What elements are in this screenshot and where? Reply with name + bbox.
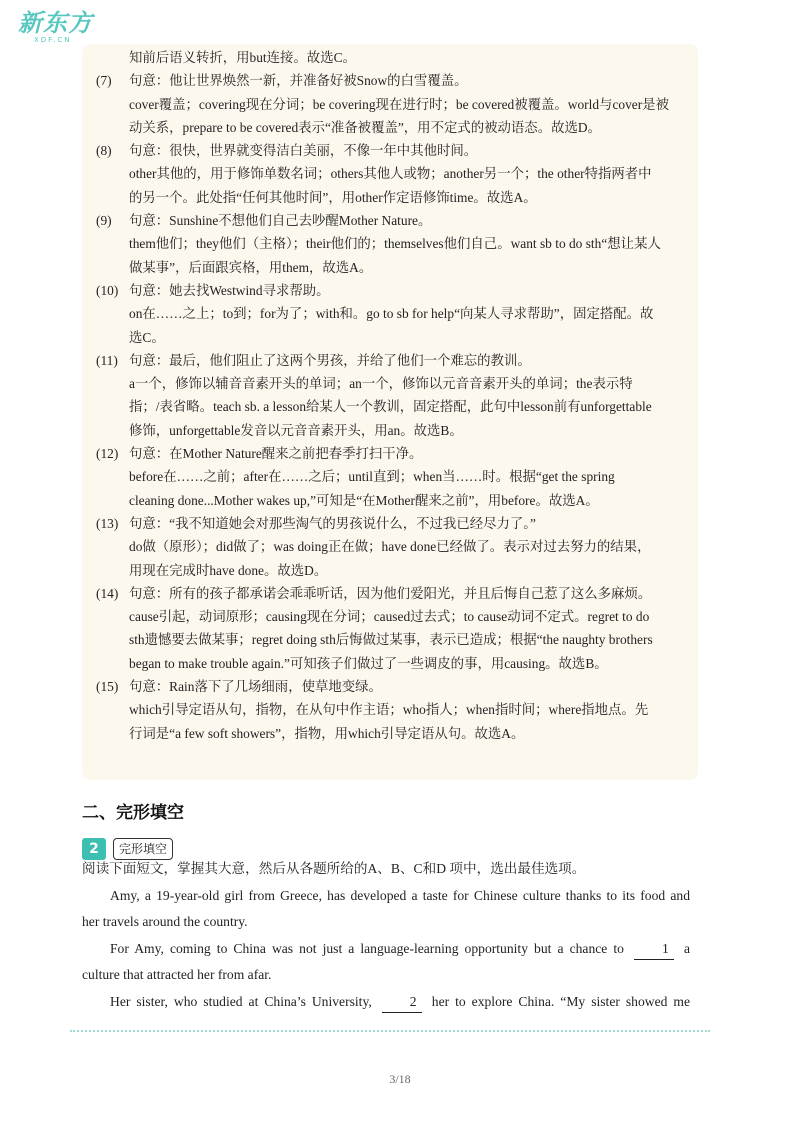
section-title: 二、完形填空 [82, 803, 184, 823]
paragraph-2-text: For Amy, coming to China was not just a language-learning opportunity but a chance to [110, 940, 624, 956]
answer-item-meaning: 句意：“我不知道她会对那些淘气的男孩说什么，不过我已经尽力了。” [129, 515, 536, 531]
answer-item-explanation-line: cleaning done...Mother wakes up,”可知是“在Mother醒来之前”，用before。故选A。 [129, 492, 599, 508]
answer-item-number: (11) [96, 352, 118, 368]
passage-paragraph-1-line-2: her travels around the country. [82, 914, 248, 929]
answer-item-explanation-line: 做某事”，后面跟宾格，用them，故选A。 [129, 259, 373, 275]
answer-item-meaning: 句意：Rain落下了几场细雨，使草地变绿。 [129, 679, 382, 695]
answer-item-meaning: 句意：她去找Westwind寻求帮助。 [129, 282, 330, 298]
answer-item-meaning: 句意：在Mother Nature醒来之前把春季打扫干净。 [129, 446, 423, 462]
answer-item-heading [96, 349, 692, 372]
answer-item-heading [96, 279, 692, 302]
passage-paragraph-2-line-1 [82, 936, 690, 963]
paragraph-3-text: Her sister, who studied at China’s University, [110, 993, 372, 1009]
answer-item-heading [96, 512, 692, 535]
answer-item-explanation-line: 指；/表省略。teach sb. a lesson给某人一个教训，固定搭配，此句中lesson前有unforgettable [129, 399, 652, 415]
answer-item-explanation-line: cause引起，动词原形；causing现在分词；caused过去式；to cause动词不定式。regret to do [129, 609, 650, 625]
answer-item-explanation-line: began to make trouble again.”可知孩子们做过了一些调皮的事，用causing。故选B。 [129, 655, 608, 671]
answer-item-meaning: 句意：所有的孩子都承诺会乖乖听话，因为他们爱阳光，并且后悔自己惹了这么多麻烦。 [129, 585, 652, 601]
answer-item-number: (7) [96, 73, 112, 89]
cloze-passage [82, 856, 690, 1015]
answer-item-meaning: 句意：他让世界焕然一新，并准备好被Snow的白雪覆盖。 [129, 73, 468, 89]
answer-explanations [96, 46, 692, 745]
answer-item-number: (12) [96, 446, 119, 462]
answer-item-explanation-line: 的另一个。此处指“任何其他时间”，用other作定语修饰time。故选A。 [129, 189, 537, 205]
answer-item-number: (9) [96, 213, 112, 229]
answer-continuation: 知前后语义转折，用but连接。故选C。 [129, 50, 356, 65]
answer-item-number: (8) [96, 143, 112, 159]
answer-item-meaning: 句意：Sunshine不想他们自己去吵醒Mother Nature。 [129, 213, 432, 229]
answer-item-explanation-line: do做（原形）；did做了；was doing正在做；have done已经做了。表示对过去努力的结果， [129, 539, 651, 555]
logo-subtext: XDF.CN [34, 36, 72, 44]
answer-item-explanation-line: cover覆盖；covering现在分词；be covering现在进行时；be covered被覆盖。world与cover是被 [129, 96, 669, 112]
passage-paragraph-2-line-2: culture that attracted her from afar. [82, 967, 272, 982]
question-number-badge: 2 [82, 838, 106, 860]
blank-1[interactable]: 1 [634, 939, 674, 960]
answer-item-heading [96, 139, 692, 162]
answer-item-meaning: 句意：很快，世界就变得洁白美丽，不像一年中其他时间。 [129, 143, 478, 159]
answer-item-explanation-line: a一个，修饰以辅音音素开头的单词；an一个，修饰以元音音素开头的单词；the表示特 [129, 376, 633, 392]
page-divider [70, 1030, 710, 1032]
answer-item-explanation-line: 选C。 [129, 329, 165, 345]
paragraph-2-text-after: a [683, 940, 690, 956]
answer-item-explanation-line: them他们；they他们（主格）；their他们的；themselves他们自己。want sb to do sth“想让某人 [129, 236, 661, 252]
question-type-tag: 完形填空 [113, 838, 173, 860]
answer-item-heading [96, 69, 692, 92]
answer-item-explanation-line: 用现在完成时have done。故选D。 [129, 562, 328, 578]
page-number: 3/18 [389, 1072, 411, 1086]
answer-item-explanation-line: on在……之上；to到；for为了；with和。go to sb for help“向某人寻求帮助”，固定搭配。故 [129, 306, 654, 322]
answer-item-number: (14) [96, 585, 119, 601]
paragraph-3-text-after: her to explore China. “My sister showed me [431, 993, 690, 1009]
answer-item-heading [96, 582, 692, 605]
answer-item-explanation-line: before在……之前；after在……之后；until直到；when当……时。根据“get the spring [129, 469, 615, 485]
answer-item-explanation-line: 行词是“a few soft showers”，指物，用which引导定语从句。故选A。 [129, 725, 525, 741]
answer-item-number: (10) [96, 282, 119, 298]
passage-paragraph-3-line-1 [82, 989, 690, 1016]
answer-item-number: (13) [96, 515, 119, 531]
xdf-logo [18, 10, 93, 44]
answer-item-explanation-line: 修饰，unforgettable发音以元音音素开头，用an。故选B。 [129, 422, 463, 438]
answer-item-heading [96, 675, 692, 698]
answer-item-heading [96, 209, 692, 232]
answer-item-explanation-line: sth遗憾要去做某事；regret doing sth后悔做过某事，表示已造成；根据“the naughty brothers [129, 632, 653, 648]
passage-paragraph-1-line-1: Amy, a 19-year-old girl from Greece, has developed a taste for Chinese culture thanks to its food and [110, 887, 690, 903]
answer-item-explanation-line: 动关系，prepare to be covered表示“准备被覆盖”，用不定式的被动语态。故选D。 [129, 119, 601, 135]
answer-item-meaning: 句意：最后，他们阻止了这两个男孩，并给了他们一个难忘的教训。 [129, 352, 531, 368]
answer-item-explanation-line: which引导定语从句，指物，在从句中作主语；who指人；when指时间；where指地点。先 [129, 702, 649, 718]
answer-item-number: (15) [96, 679, 119, 695]
cloze-instruction: 阅读下面短文，掌握其大意，然后从各题所给的A、B、C和D 项中，选出最佳选项。 [82, 861, 586, 876]
answer-item-heading [96, 442, 692, 465]
logo-text: 新东方 [18, 9, 93, 37]
answer-item-explanation-line: other其他的，用于修饰单数名词；others其他人或物；another另一个；the other特指两者中 [129, 166, 652, 182]
blank-2[interactable]: 2 [382, 992, 422, 1013]
